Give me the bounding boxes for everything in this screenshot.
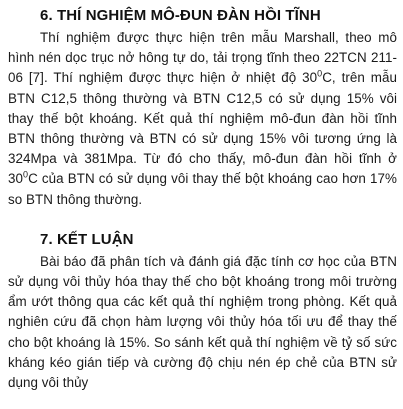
degree-superscript-2: 0 <box>23 169 29 180</box>
section-6-text-1: Thí nghiệm được thực hiện trên mẫu Marshall, theo mô hình nén dọc trục nở hông tự do, tải trọng tĩnh theo 22TCN 211-06 [7]. Thí nghiệm được thực hiện ở nhiệt độ 30 <box>8 30 397 86</box>
section-spacer <box>8 210 397 230</box>
section-6-text-3: C của BTN có sử dụng vôi thay thế bột khoáng cao hơn 17% so BTN thông thường. <box>8 171 397 207</box>
section-7-paragraph: Bài báo đã phân tích và đánh giá đặc tính cơ học của BTN sử dụng vôi thủy hóa thay thế cho bột khoáng trong môi trường ẩm ướt thông qua các kết quả thí nghiệm trong phòng. Kết quả nghiên cứu đã chọn hàm lượng vôi thủy hóa tối ưu để thay thế cho bột khoáng là 15%. So sánh kết quả thí nghiệm về tỷ số sức kháng kéo gián tiếp và cường độ chịu nén ép chẻ của BTN sử dụng vôi thủy <box>8 253 397 391</box>
section-6-text-2: C, trên mẫu BTN C12,5 thông thường và BTN C12,5 có sử dụng 15% vôi thay thế bột khoáng. Kết quả thí nghiệm mô-đun đàn hồi tĩnh BTN thông thường và BTN có sử dụng 15% vôi tương ứng là 324Mpa và 381Mpa. Từ đó cho thấy, mô-đun đàn hồi tĩnh ở 30 <box>8 70 397 187</box>
section-6-heading: 6. THÍ NGHIỆM MÔ-ĐUN ĐÀN HỒI TĨNH <box>40 7 321 24</box>
section-6-paragraph <box>8 28 397 210</box>
degree-superscript-1: 0 <box>317 68 323 79</box>
section-7-heading: 7. KẾT LUẬN <box>40 230 134 248</box>
